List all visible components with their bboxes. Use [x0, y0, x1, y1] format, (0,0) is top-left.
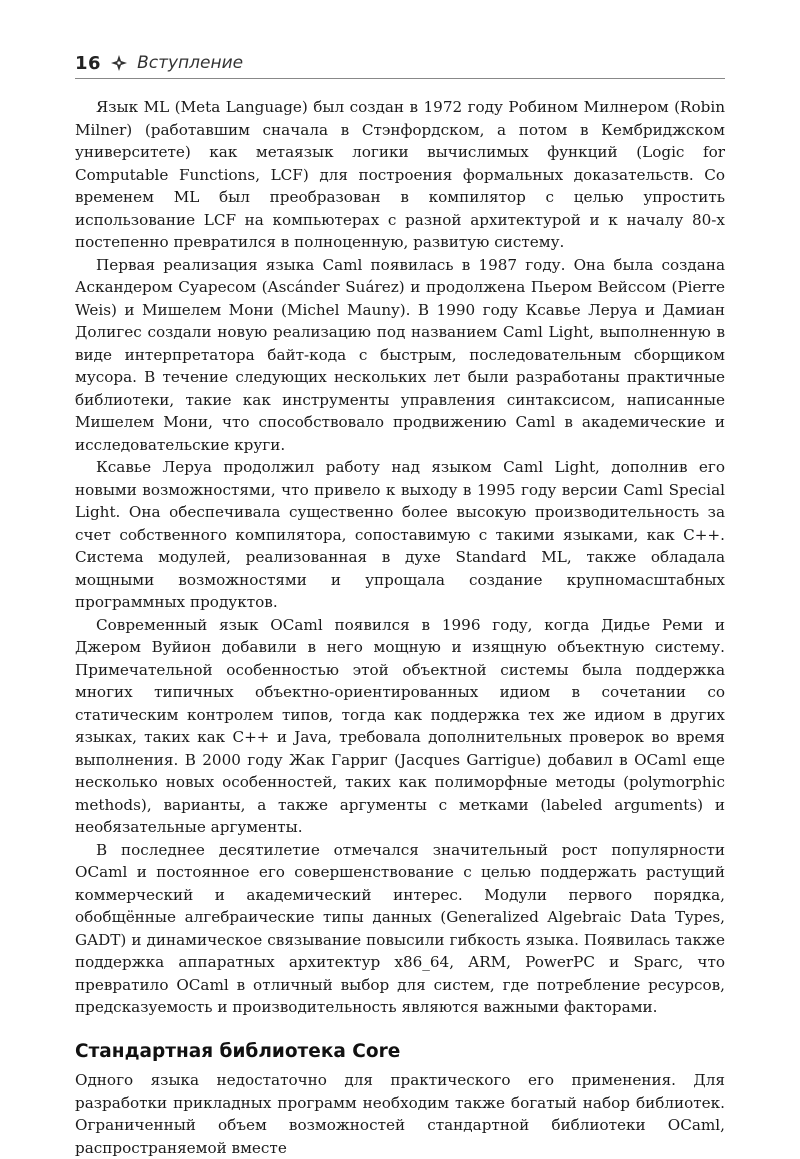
paragraph: Одного языка недостаточно для практического его применения. Для разработки прикладных программ необходим также богатый набор библиотек. Ограниченный объем возможностей стандартной библиотеки OCaml, распространяемой вместе: [75, 1071, 725, 1157]
header-divider: [75, 78, 725, 79]
paragraph: В последнее десятилетие отмечался значительный рост популярности OCaml и постоянное его совершенствование с целью поддержать растущий коммерческий и академический интерес. Модули первого порядка, обобщённые алгебраические типы данных (Generalized Algebraic Data Types, GADT) и динамическое связывание повысили гибкость языка. Появилась также поддержка аппаратных архитектур x86_64, ARM, PowerPC и Sparc, что превратило OCaml в отличный выбор для систем, где потребление ресурсов, предсказуемость и производительность являются важными факторами.: [75, 840, 725, 1016]
section-heading: Стандартная библиотека Core: [75, 1040, 401, 1062]
paragraph: Первая реализация языка Caml появилась в 1987 году. Она была создана Аскандером Суаресом (Ascánder Suárez) и продолжена Пьером Вейссом (Pierre Weis) и Мишелем Мони (Michel Mauny). В 1990 году Ксавье Леруа и Дамиан Долигес создали новую реализацию под названием Caml Light, выполненную в виде интерпретатора байт-кода с быстрым, последовательным сборщиком мусора. В течение следующих нескольких лет были разработаны практичные библиотеки, такие как инструменты управления синтаксисом, написанные Мишелем Мони, что способствовало продвижению Caml в академические и исследовательские круги.: [75, 255, 725, 454]
page-number: 16: [75, 52, 102, 74]
diamond-ornament-icon: [111, 55, 127, 71]
running-section-title: Вступление: [137, 53, 244, 73]
running-head: [75, 51, 243, 75]
paragraph: Язык ML (Meta Language) был создан в 1972 году Робином Милнером (Robin Milner) (работавшим сначала в Стэнфордском, а потом в Кембриджском университете) как метаязык логики вычислимых функций (Logic for Computable Functions, LCF) для построения формальных доказательств. Со временем ML был преобразован в компилятор с целью упростить использование LCF на компьютерах с разной архитектурой и к началу 80-х постепенно превратился в полноценную, развитую систему.: [75, 98, 725, 251]
paragraph: Современный язык OCaml появился в 1996 году, когда Дидье Реми и Джером Вуйион добавили в него мощную и изящную объектную систему. Примечательной особенностью этой объектной системы была поддержка многих типичных объектно-ориентированных идиом в сочетании со статическим контролем типов, тогда как поддержка тех же идиом в других языках, таких как С++ и Java, требовала дополнительных проверок во время выполнения. В 2000 году Жак Гарриг (Jacques Garrigue) добавил в OCaml еще несколько новых особенностей, таких как полиморфные методы (polymorphic methods), варианты, а также аргументы с метками (labeled arguments) и необязательные аргументы.: [75, 615, 725, 836]
paragraph: Ксавье Леруа продолжил работу над языком Caml Light, дополнив его новыми возможностями, что привело к выходу в 1995 году версии Caml Special Light. Она обеспечивала существенно более высокую производительность за счет собственного компилятора, сопоставимую с такими языками, как С++. Система модулей, реализованная в духе Standard ML, также обладала мощными возможностями и упрощала создание крупномасштабных программных продуктов.: [75, 458, 725, 611]
